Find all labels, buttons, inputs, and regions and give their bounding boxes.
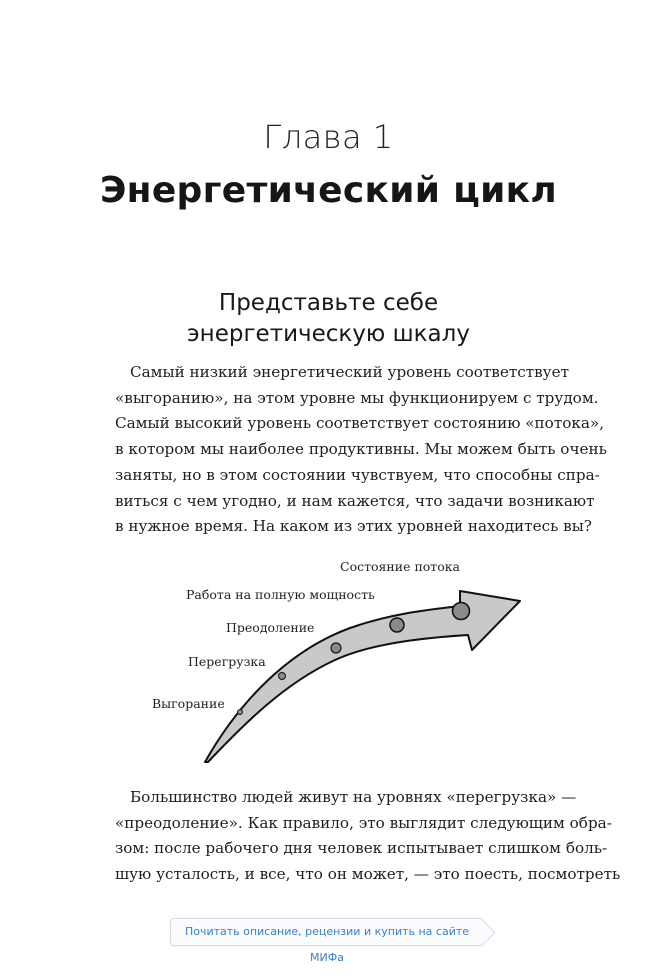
level-dot-overcoming <box>331 643 341 653</box>
energy-scale-diagram <box>130 540 550 780</box>
paragraph-line: Самый высокий уровень соответствует состоянию «потока», <box>115 414 605 433</box>
body-paragraph <box>115 785 621 888</box>
buy-on-mif-link[interactable]: Почитать описание, рецензии и купить на сайте МИФа <box>170 918 484 946</box>
paragraph-line: виться с чем угодно, и нам кажется, что задачи возникают <box>115 491 595 510</box>
paragraph-line: в нужное время. На каком из этих уровней находитесь вы? <box>115 517 592 536</box>
level-label-burnout: Выгорание <box>152 696 225 711</box>
level-dot-burnout <box>238 710 243 715</box>
paragraph-line: Большинство людей живут на уровнях «перегрузка» — <box>130 788 577 806</box>
paragraph-line: «выгоранию», на этом уровне мы функционируем с трудом. <box>115 388 599 407</box>
level-label-flow: Состояние потока <box>340 559 461 574</box>
level-dot-full-power <box>390 618 404 632</box>
level-label-overload: Перегрузка <box>188 654 266 669</box>
level-dot-flow <box>453 603 470 620</box>
section-heading-line: Представьте себе <box>218 290 439 316</box>
chapter-title: Энергетический цикл <box>99 170 558 211</box>
level-dot-overload <box>279 673 286 680</box>
section-heading-line: энергетическую шкалу <box>187 321 470 347</box>
intro-paragraph <box>115 360 607 540</box>
energy-arrow <box>205 591 520 762</box>
chapter-label: Глава 1 <box>263 118 394 156</box>
paragraph-line: шую усталость, и все, что он может, — это поесть, посмотреть <box>115 865 621 884</box>
paragraph-line: «преодоление». Как правило, это выглядит следующим обра- <box>115 813 612 832</box>
paragraph-line: зом: после рабочего дня человек испытывает слишком боль- <box>115 839 608 858</box>
section-heading <box>0 288 657 350</box>
paragraph-line: Самый низкий энергетический уровень соответствует <box>130 363 570 381</box>
level-label-overcoming: Преодоление <box>226 620 315 635</box>
paragraph-line: заняты, но в этом состоянии чувствуем, что способны спра- <box>115 465 600 484</box>
level-label-full-power: Работа на полную мощность <box>186 587 375 602</box>
paragraph-line: в котором мы наиболее продуктивны. Мы можем быть очень <box>115 440 607 459</box>
